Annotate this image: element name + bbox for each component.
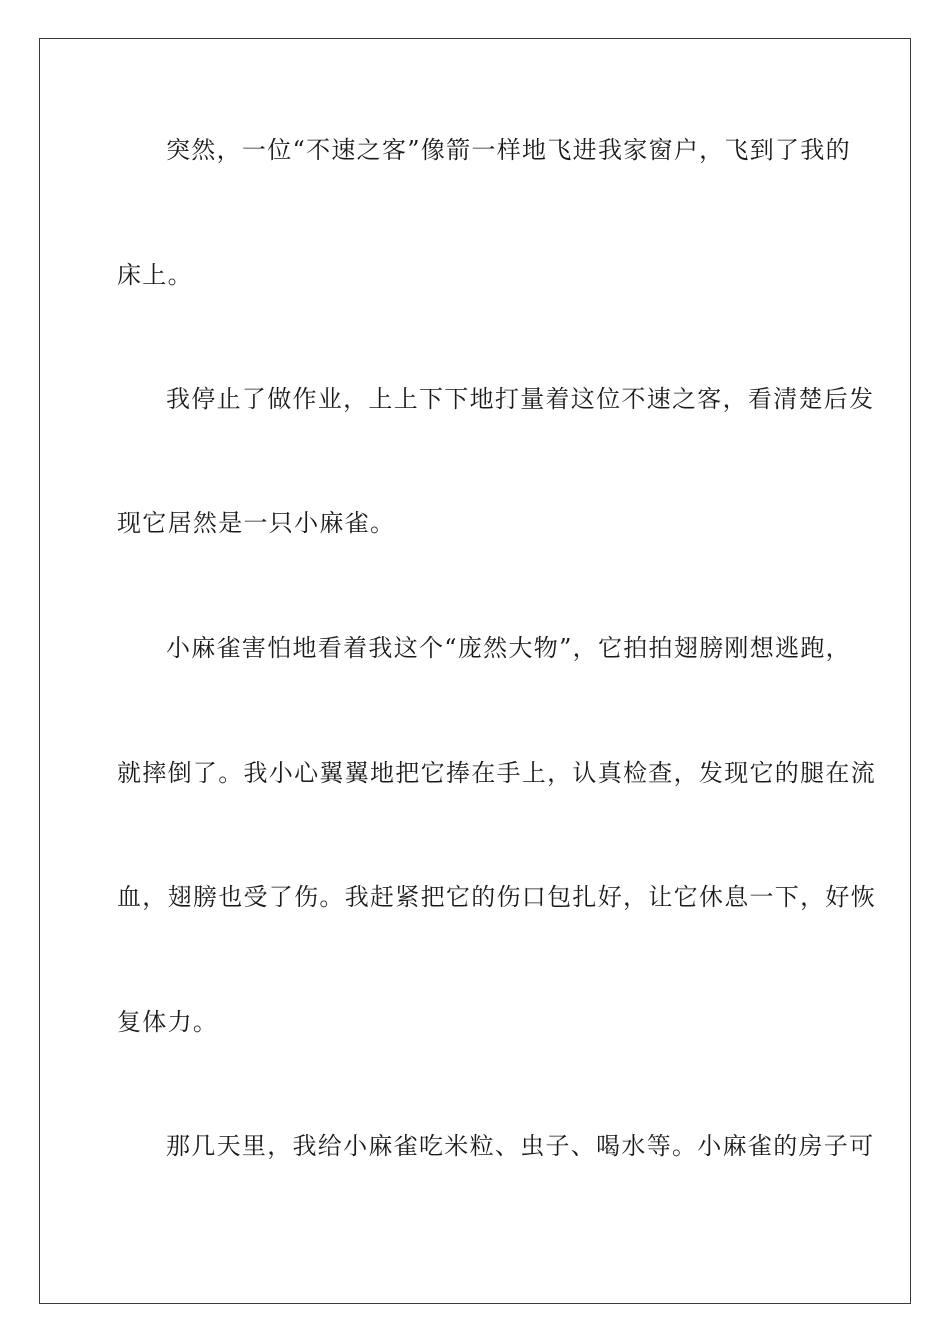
paragraph-1-line-2: 床上。 <box>117 261 193 289</box>
paragraph-2-line-1: 我停止了做作业，上上下下地打量着这位不速之客，看清楚后发 <box>166 385 875 413</box>
paragraph-3-line-4: 复体力。 <box>117 1008 219 1036</box>
page-border <box>39 38 911 1304</box>
paragraph-2-line-2: 现它居然是一只小麻雀。 <box>117 509 396 537</box>
paragraph-3-line-1: 小麻雀害怕地看着我这个“庞然大物”，它拍拍翅膀刚想逃跑， <box>166 634 851 662</box>
paragraph-3-line-2: 就摔倒了。我小心翼翼地把它捧在手上，认真检查，发现它的腿在流 <box>117 759 876 787</box>
paragraph-1-line-1: 突然，一位“不速之客”像箭一样地飞进我家窗户，飞到了我的 <box>166 136 851 164</box>
paragraph-4-line-1: 那几天里，我给小麻雀吃米粒、虫子、喝水等。小麻雀的房子可 <box>166 1132 875 1160</box>
paragraph-3-line-3: 血，翅膀也受了伤。我赶紧把它的伤口包扎好，让它休息一下，好恢 <box>117 883 876 911</box>
